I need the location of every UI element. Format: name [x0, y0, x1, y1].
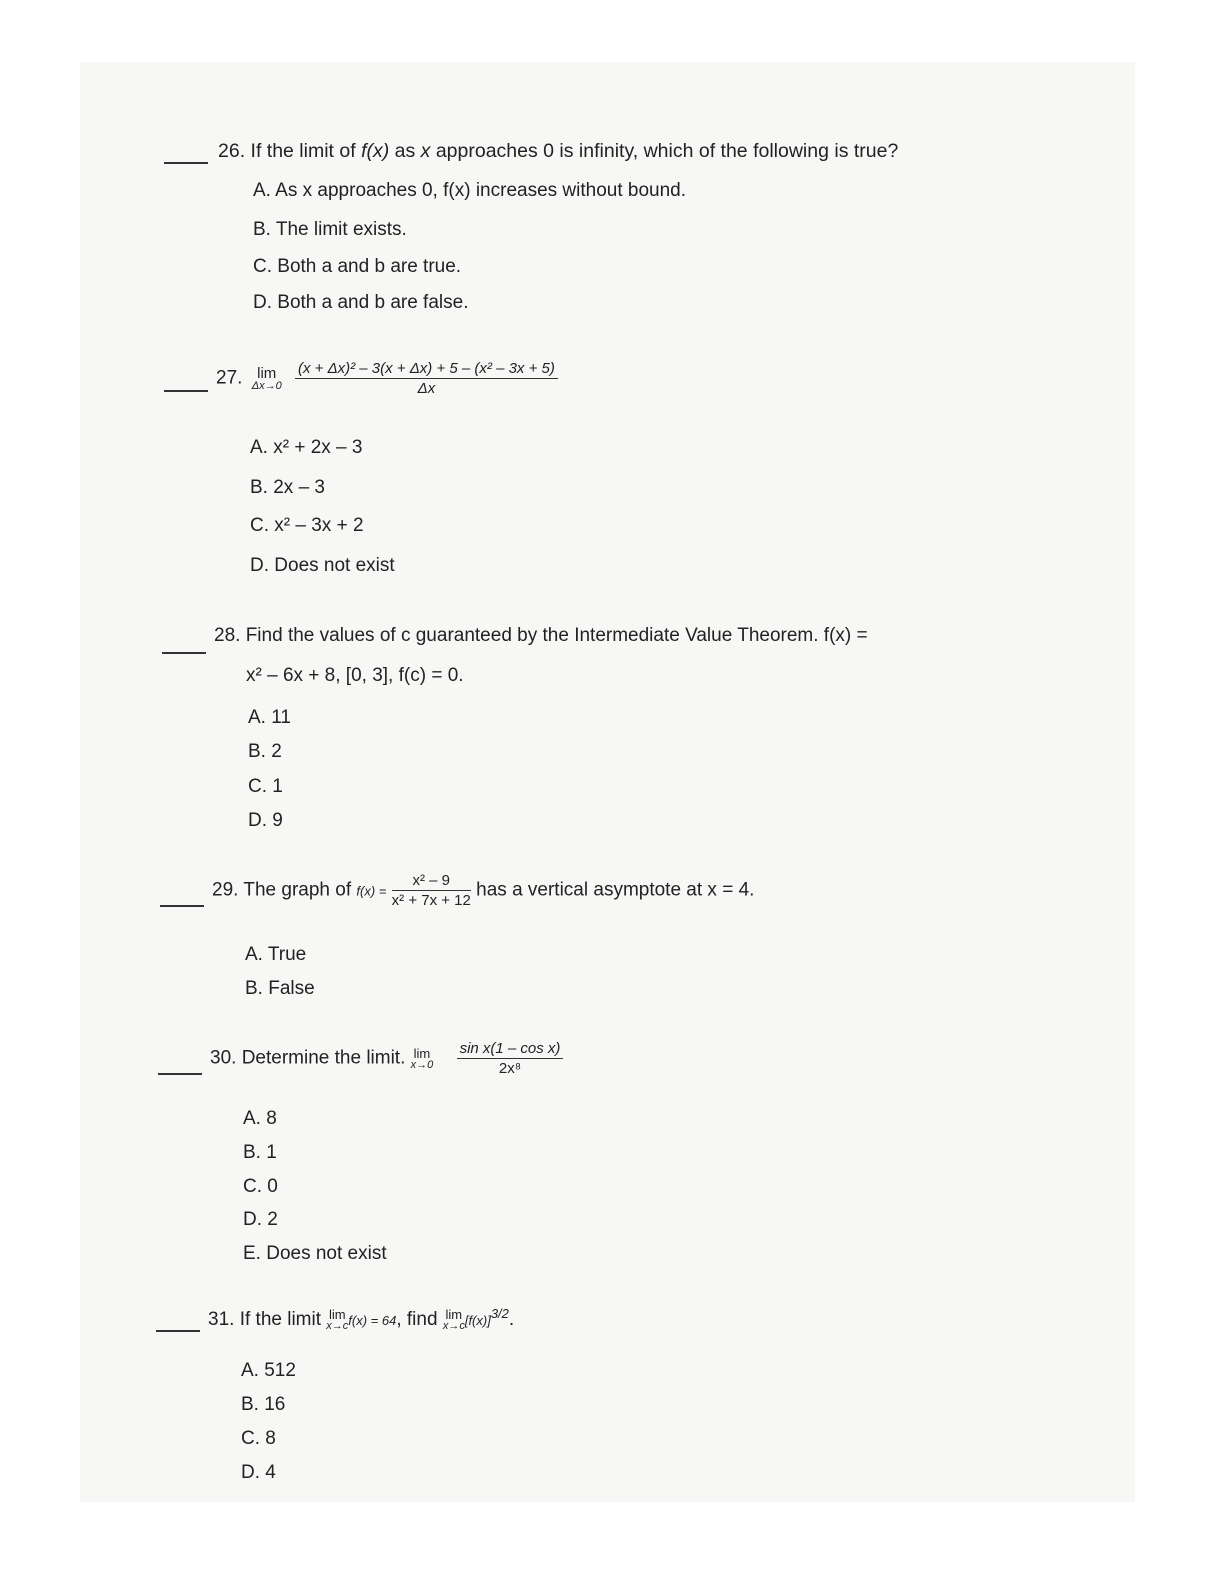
question-number: 27. [216, 367, 243, 389]
option-28-a[interactable]: A. 11 [248, 707, 291, 728]
answer-blank-31[interactable] [156, 1330, 200, 1332]
option-26-d[interactable]: D. Both a and b are false. [253, 292, 469, 313]
question-30: 30. Determine the limit. lim x→0 $\frac{\text{sin x(1 – cos x)}}{\text{2x⁸}}$ [210, 1040, 563, 1077]
question-29: 29. The graph of f(x) = $\frac{\text{x² – 9}}{\text{x² + 7x + 12}}$ has a vertical asymptote at x = 4. [212, 872, 755, 909]
rational-function: $\frac{\text{x² – 9}}{\text{x² + 7x + 12}}$ [391, 872, 471, 909]
answer-blank-28[interactable] [162, 652, 206, 654]
question-31: 31. If the limit lim x→c f(x) = 64, find lim x→c $[f(x)]^{3/2}$. [208, 1306, 515, 1332]
limit-expression: $\frac{\text{sin x(1 – cos x)}}{\text{2x⁸}}$ [457, 1040, 564, 1077]
option-27-b[interactable]: B. 2x – 3 [250, 477, 325, 498]
option-30-b[interactable]: B. 1 [243, 1142, 277, 1163]
answer-blank-30[interactable] [158, 1073, 202, 1075]
question-26: 26. If the limit of f(x) as x approaches 0 is infinity, which of the following is true? [218, 140, 899, 162]
option-31-b[interactable]: B. 16 [241, 1394, 286, 1415]
limit-operator: lim x→c [326, 1307, 349, 1332]
option-29-b[interactable]: B. False [245, 978, 315, 999]
option-31-d[interactable]: D. 4 [241, 1462, 276, 1483]
answer-blank-27[interactable] [164, 390, 208, 392]
answer-blank-29[interactable] [160, 905, 204, 907]
option-28-d[interactable]: D. 9 [248, 810, 283, 831]
worksheet-page [80, 62, 1135, 1502]
option-30-a[interactable]: A. 8 [243, 1108, 277, 1129]
limit-operator: lim x→c [442, 1307, 465, 1332]
question-number: 29. [212, 879, 239, 901]
option-26-a[interactable]: A. As x approaches 0, f(x) increases without bound. [253, 180, 687, 201]
option-30-d[interactable]: D. 2 [243, 1209, 278, 1230]
option-27-c[interactable]: C. x² – 3x + 2 [250, 515, 364, 536]
question-number: 28. [214, 625, 241, 646]
option-29-a[interactable]: A. True [245, 944, 307, 965]
question-28: 28. Find the values of c guaranteed by the Intermediate Value Theorem. f(x) = [214, 625, 868, 646]
option-31-c[interactable]: C. 8 [241, 1428, 276, 1449]
answer-blank-26[interactable] [164, 162, 208, 164]
option-30-c[interactable]: C. 0 [243, 1176, 278, 1197]
question-number: 30. [210, 1047, 237, 1069]
option-27-d[interactable]: D. Does not exist [250, 555, 395, 576]
question-27 [216, 360, 558, 397]
option-28-b[interactable]: B. 2 [248, 741, 282, 762]
option-26-b[interactable]: B. The limit exists. [253, 219, 407, 240]
option-28-c[interactable]: C. 1 [248, 776, 283, 797]
option-27-a[interactable]: A. x² + 2x – 3 [250, 437, 363, 458]
limit-operator: lim Δx→0 [251, 364, 282, 392]
question-28-line2: x² – 6x + 8, [0, 3], f(c) = 0. [246, 665, 464, 686]
question-number: 31. [208, 1309, 235, 1331]
question-number: 26. [218, 140, 246, 162]
difference-quotient: $\frac{\text{(x + Δx)² – 3(x + Δx) + 5 – (x² – 3x + 5)}}{\Delta x}$ [295, 360, 558, 397]
option-30-e[interactable]: E. Does not exist [243, 1243, 387, 1264]
option-31-a[interactable]: A. 512 [241, 1360, 296, 1381]
option-26-c[interactable]: C. Both a and b are true. [253, 256, 462, 277]
limit-operator: lim x→0 [410, 1045, 434, 1071]
